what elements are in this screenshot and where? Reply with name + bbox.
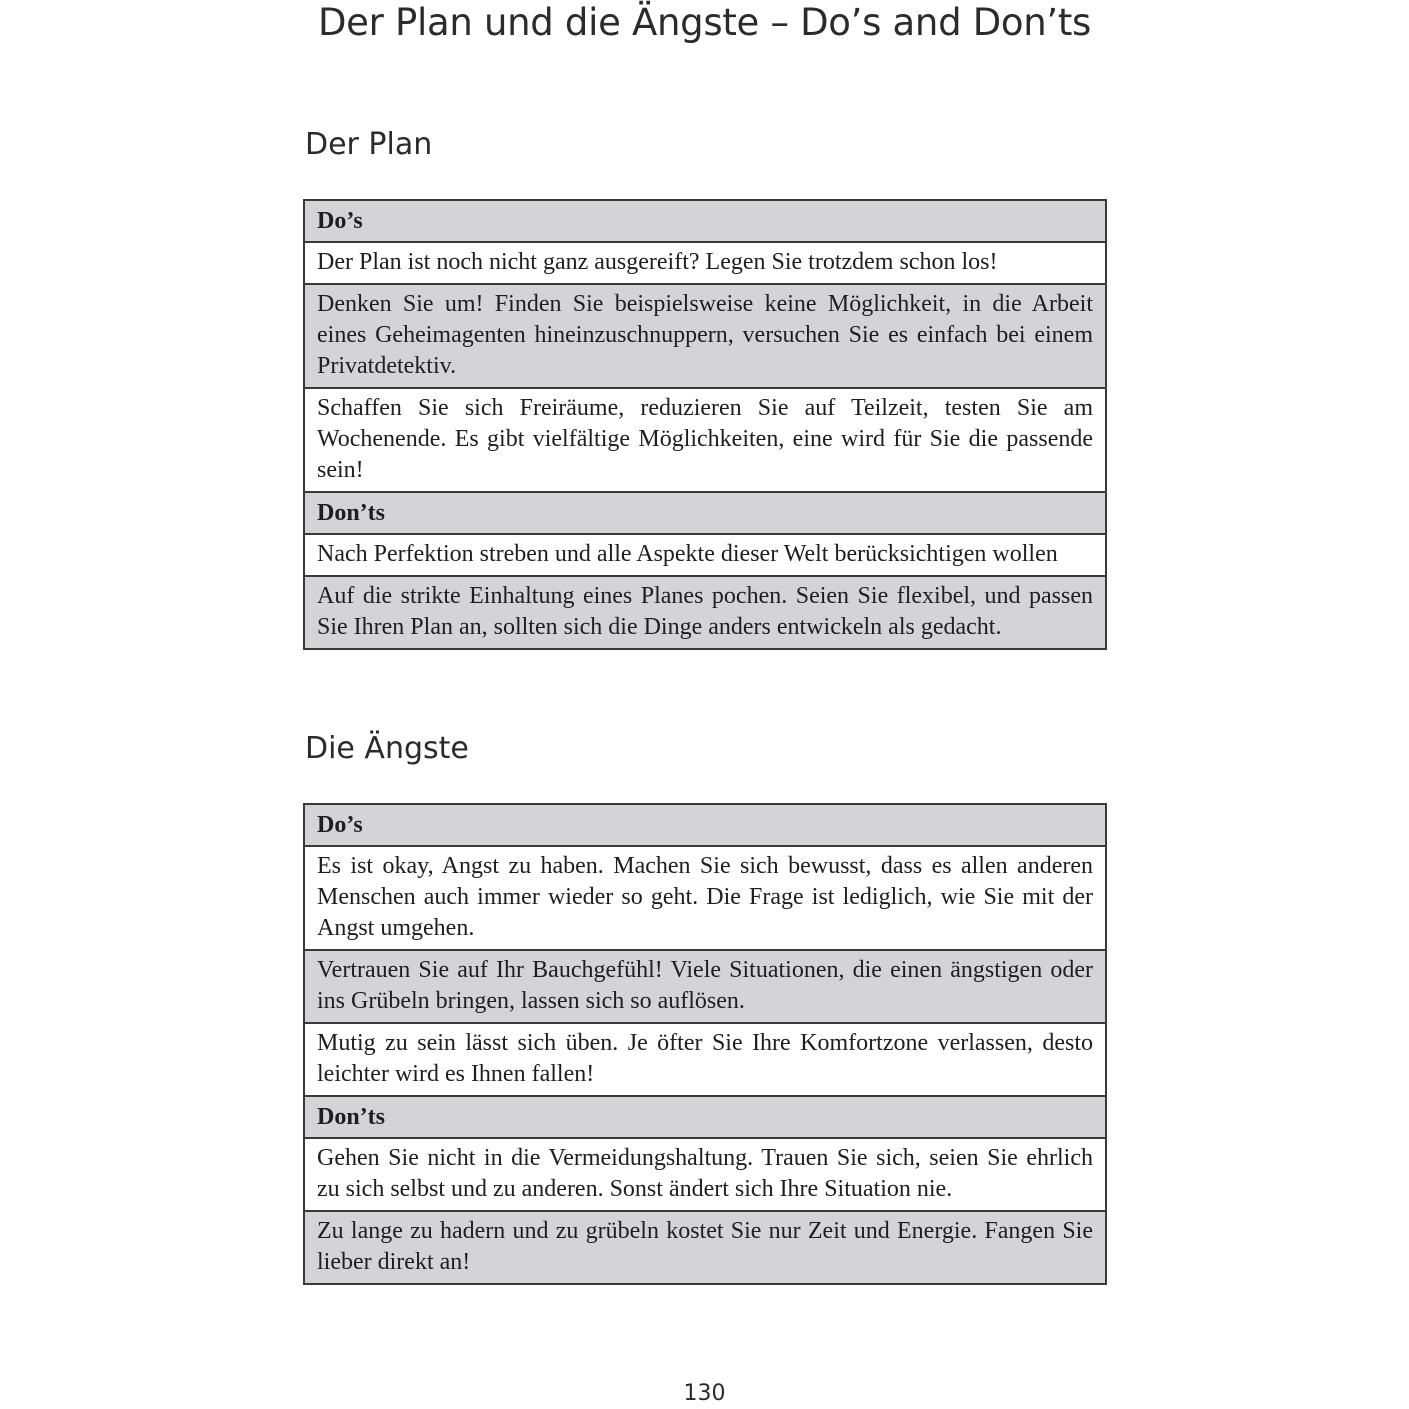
table-row-header (304, 200, 1106, 242)
table-row (304, 534, 1106, 576)
plan-dos-donts-table (303, 199, 1107, 650)
section-heading-plan: Der Plan (305, 127, 433, 162)
table-row (304, 1138, 1106, 1211)
page-number: 130 (683, 1381, 726, 1406)
dos-cell: Mutig zu sein lässt sich üben. Je öfter Sie Ihre Komfortzone verlassen, desto leichter wird es Ihnen fallen! (304, 1023, 1106, 1096)
dos-cell: Denken Sie um! Finden Sie beispielsweise keine Möglichkeit, in die Arbeit eines Geheimagenten hineinzuschnuppern, versuchen Sie es einfach bei einem Privatdetektiv. (304, 284, 1106, 388)
dos-cell: Schaffen Sie sich Freiräume, reduzieren Sie auf Teilzeit, testen Sie am Wochenende. Es gibt vielfältige Möglichkeiten, eine wird für Sie die passende sein! (304, 388, 1106, 492)
donts-cell: Nach Perfektion streben und alle Aspekte dieser Welt berücksichtigen wollen (304, 534, 1106, 576)
dos-cell: Es ist okay, Angst zu haben. Machen Sie sich bewusst, dass es allen anderen Menschen auch immer wieder so geht. Die Frage ist lediglich, wie Sie mit der Angst umgehen. (304, 846, 1106, 950)
dos-cell: Der Plan ist noch nicht ganz ausgereift? Legen Sie trotzdem schon los! (304, 242, 1106, 284)
page-title: Der Plan und die Ängste – Do’s and Don’ts (317, 1, 1092, 44)
table-row (304, 576, 1106, 649)
table-row (304, 1023, 1106, 1096)
table-row (304, 1211, 1106, 1284)
donts-cell: Gehen Sie nicht in die Vermeidungshaltung. Trauen Sie sich, seien Sie ehrlich zu sich selbst und zu anderen. Sonst ändert sich Ihre Situation nie. (304, 1138, 1106, 1211)
table-row (304, 846, 1106, 950)
donts-header-cell: Don’ts (304, 1096, 1106, 1138)
table-row (304, 388, 1106, 492)
table-row (304, 242, 1106, 284)
angst-dos-donts-table (303, 803, 1107, 1285)
table-row-header (304, 492, 1106, 534)
donts-cell: Zu lange zu hadern und zu grübeln kostet Sie nur Zeit und Energie. Fangen Sie lieber direkt an! (304, 1211, 1106, 1284)
donts-header-cell: Don’ts (304, 492, 1106, 534)
dos-header-cell: Do’s (304, 804, 1106, 846)
table-row (304, 284, 1106, 388)
section-heading-angst: Die Ängste (305, 731, 469, 766)
dos-cell: Vertrauen Sie auf Ihr Bauchgefühl! Viele Situationen, die einen ängstigen oder ins Grübeln bringen, lassen sich so auflösen. (304, 950, 1106, 1023)
donts-cell: Auf die strikte Einhaltung eines Planes pochen. Seien Sie flexibel, und passen Sie Ihren Plan an, sollten sich die Dinge anders entwickeln als gedacht. (304, 576, 1106, 649)
dos-header-cell: Do’s (304, 200, 1106, 242)
table-row-header (304, 1096, 1106, 1138)
table-row-header (304, 804, 1106, 846)
table-row (304, 950, 1106, 1023)
